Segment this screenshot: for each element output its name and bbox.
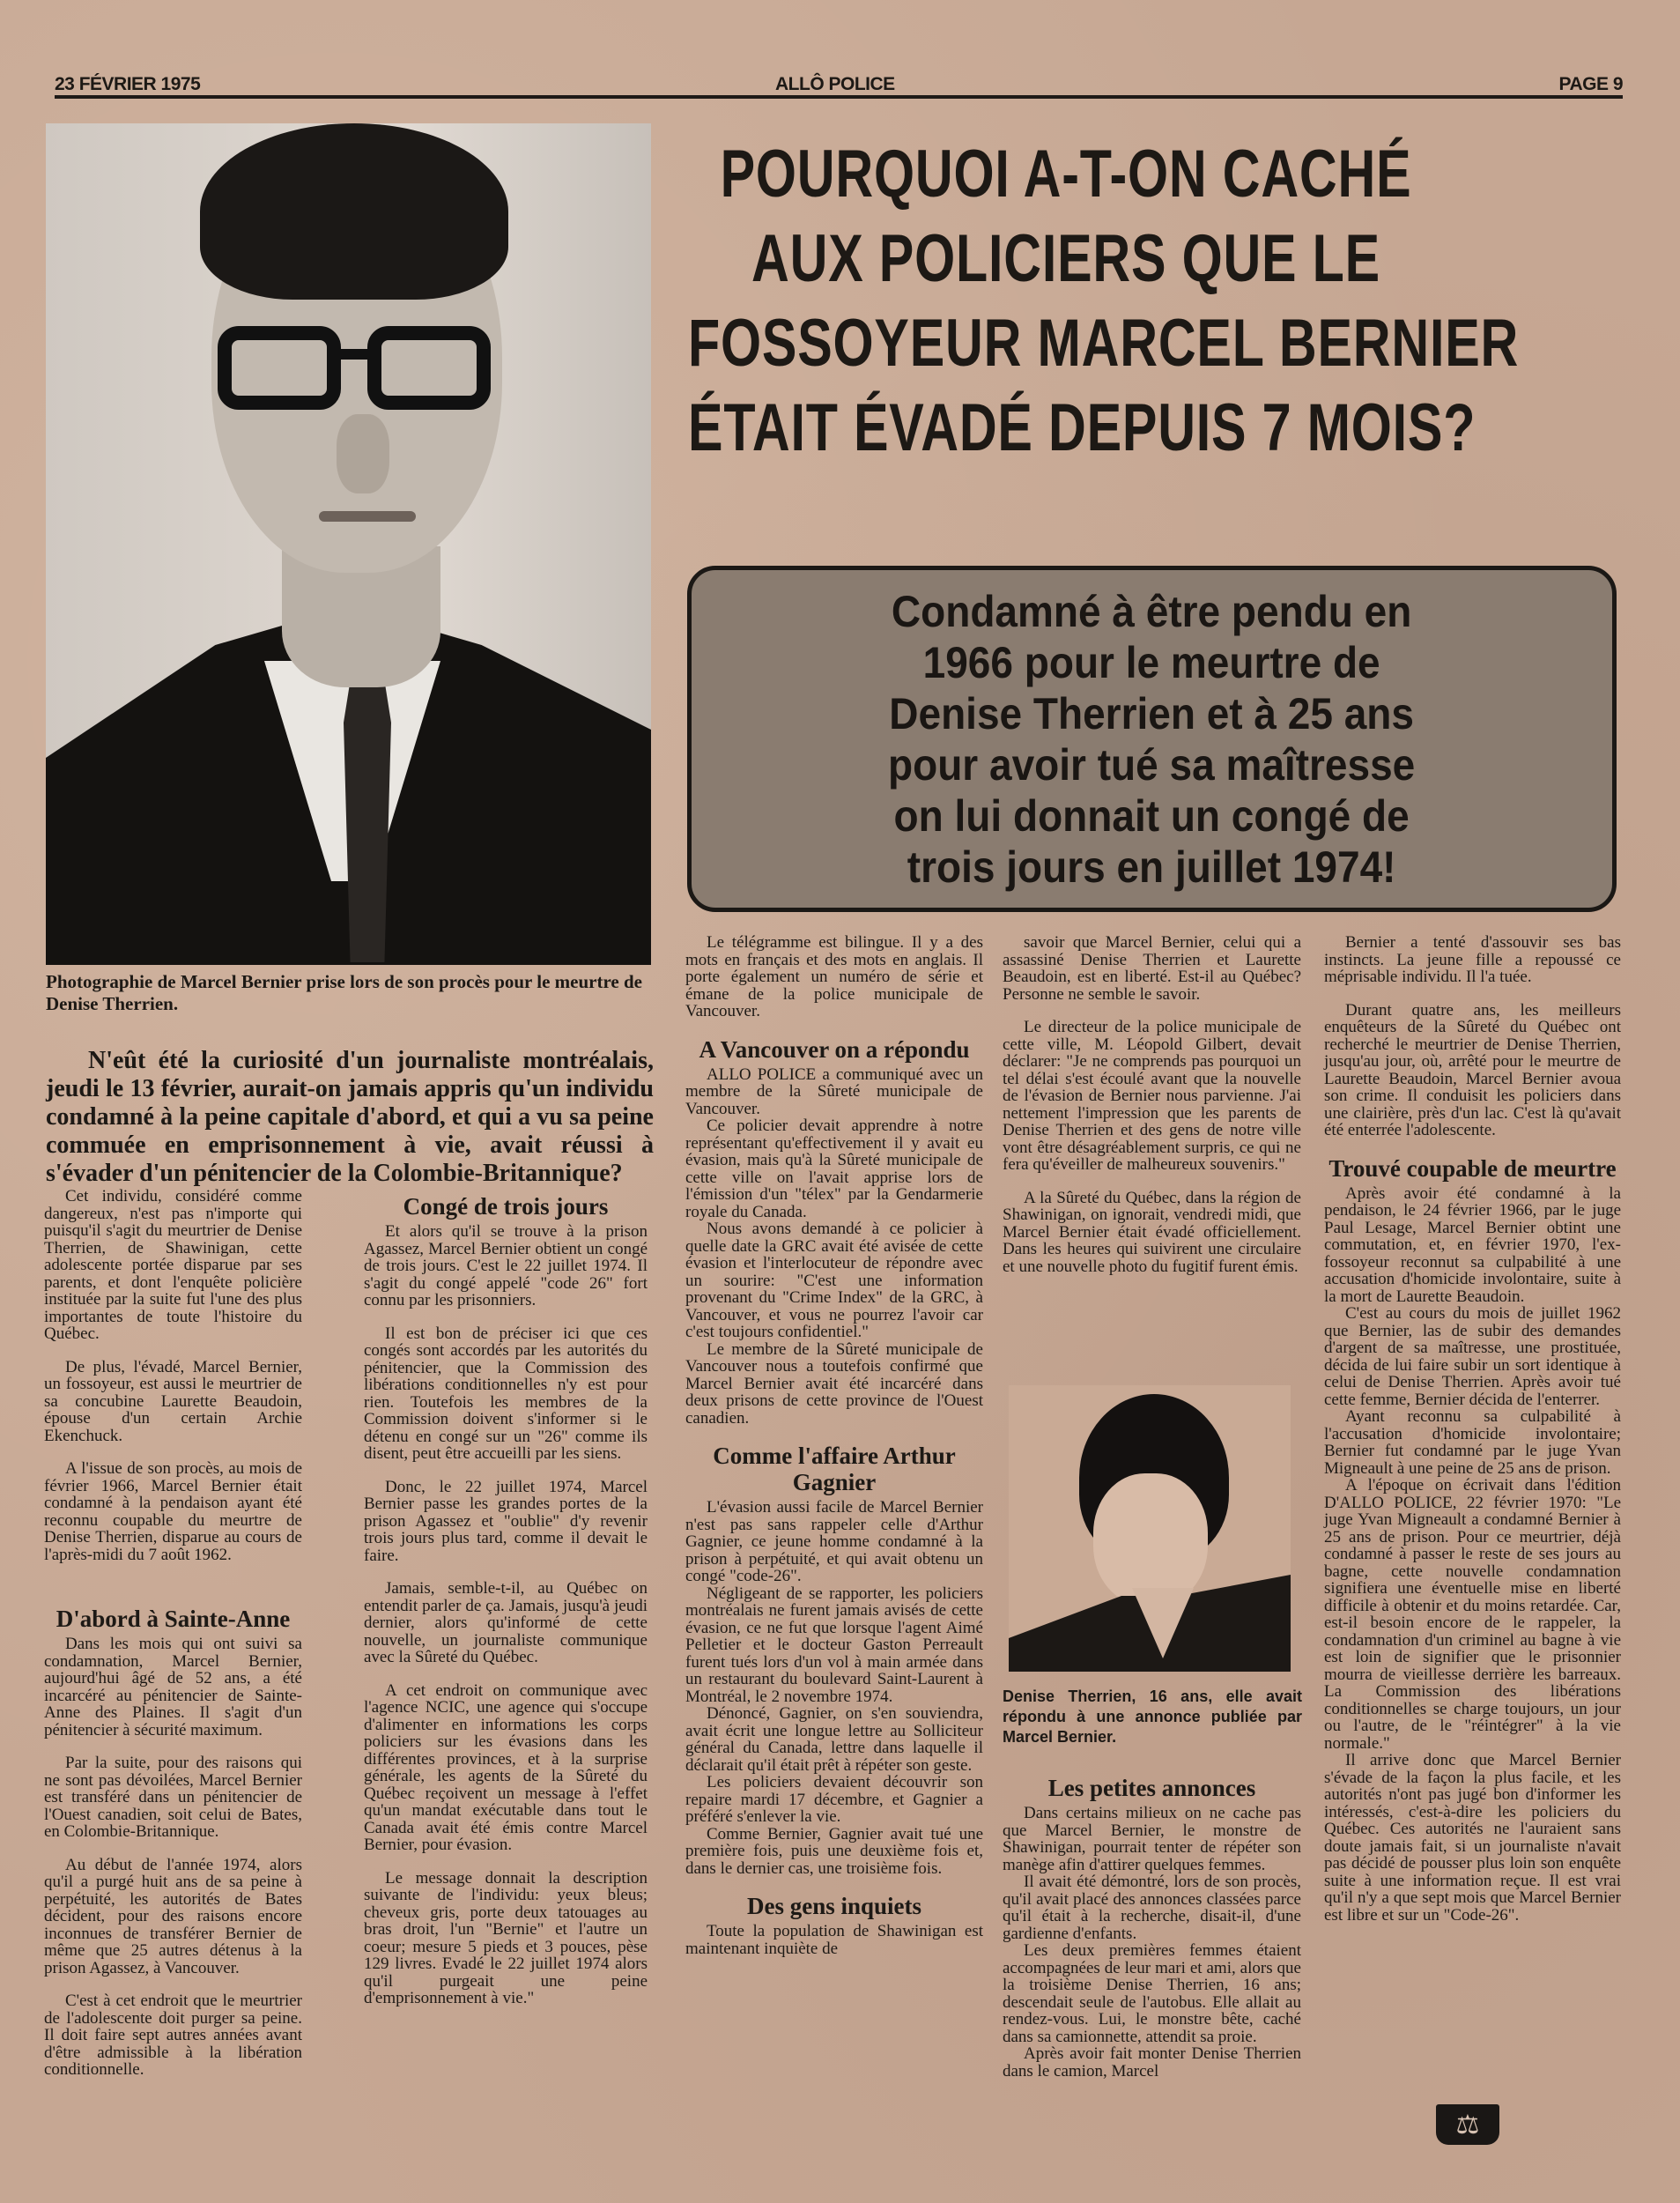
subhead: Les petites annonces bbox=[1047, 1775, 1256, 1801]
paragraph: Après avoir fait monter Denise Therrien dans le camion, Marcel bbox=[1003, 2044, 1301, 2081]
issue-date: 23 FÉVRIER 1975 bbox=[55, 74, 201, 94]
headline-line: ÉTAIT ÉVADÉ DEPUIS 7 MOIS? bbox=[688, 390, 1476, 465]
column-4 bbox=[1003, 934, 1301, 1291]
paragraph: Le télégramme est bilingue. Il y a des mots en français et des mots en anglais. Il porte également un numéro de série et émane de la police municipale de Vancouver. bbox=[685, 933, 983, 1020]
deck-box bbox=[687, 566, 1617, 912]
paragraph: Le directeur de la police municipale de cette ville, M. Léopold Gilbert, devait déclarer: "Je ne comprends pas pourquoi un tel délai s'est écoulé avant que la nouvelle de l'évasion de Bernier nous parvienne. J'ai nettement l'impression que les parents de Denise Therrien et des gens de notre ville vont être désagréablement surpris, ce qui ne fera qu'éveiller de malheureux souvenirs." bbox=[1003, 1018, 1301, 1174]
paragraph: Ayant reconnu sa culpabilité à l'accusation d'homicide involontaire; Bernier fut condamné par le juge Yvan Migneault à une peine de 25 ans de prison. bbox=[1324, 1407, 1621, 1478]
deck-line: Denise Therrien et à 25 ans bbox=[889, 688, 1415, 738]
column-5 bbox=[1324, 934, 1621, 1924]
subhead: Congé de trois jours bbox=[403, 1193, 609, 1220]
paragraph: Nous avons demandé à ce policier à quelle date la GRC avait été avisée de cette évasion et l'interlocuteur de répondre avec un sourire: "C'est une information provenant du "Crime Index" de la GRC, à Vancouver, et vous ne pourrez l'avoir car c'est toujours confidentiel." bbox=[685, 1220, 983, 1341]
subhead: D'abord à Sainte-Anne bbox=[56, 1606, 291, 1632]
paragraph: savoir que Marcel Bernier, celui qui a assassiné Denise Therrien et Laurette Beaudoin, est en liberté. Est-il au Québec? Personne ne semble le savoir. bbox=[1003, 933, 1301, 1004]
paragraph: Le message donnait la description suivante de l'individu: yeux bleus; cheveux gris, porte deux tatouages au bras droit, l'un "Bernie" et l'autre un coeur; mesure 5 pieds et 3 pouces, pèse 129 livres. Evadé le 22 juillet 1974 alors qu'il purgeait une peine d'emprisonnement à vie." bbox=[364, 1868, 648, 2007]
paragraph: C'est à cet endroit que le meurtrier de l'adolescente doit purger sa peine. Il doit faire sept autres années avant d'être admissible à la libération conditionnelle. bbox=[44, 1992, 302, 2079]
paragraph: Dans certains milieux on ne cache pas que Marcel Bernier, le monstre de Shawinigan, pourrait tenter de répéter son manège afin d'attirer quelques femmes. bbox=[1003, 1804, 1301, 1874]
photo-denise-therrien bbox=[1009, 1385, 1291, 1672]
publication-name: ALLÔ POLICE bbox=[775, 74, 895, 94]
headline-line: FOSSOYEUR MARCEL BERNIER bbox=[688, 306, 1520, 381]
photo-caption-therrien: Denise Therrien, 16 ans, elle avait répondu à une annonce publiée par Marcel Bernier. bbox=[1003, 1687, 1302, 1746]
paragraph: Il arrive donc que Marcel Bernier s'évade de la façon la plus facile, et les autorités n'ont pas jugé bon d'informer les intéressés, c'est-à-dire les policiers du Québec. Ces autorités ne l'auraient sans doute jamais fait, si un journaliste n'avait pas décidé de pousser plus loin son enquête suite à une information reçue. Il est vrai qu'il n'y a que sept mois que Marcel Bernier est libre et sur un "Code-26". bbox=[1324, 1751, 1621, 1925]
paragraph: De plus, l'évadé, Marcel Bernier, un fossoyeur, est aussi le meurtrier de sa concubine Laurette Beaudoin, épouse d'un certain Archie Ekenchuck. bbox=[44, 1357, 302, 1445]
paragraph: Négligeant de se rapporter, les policiers montréalais ne furent jamais avisés de cette évasion, ce ne fut que lorsque l'agent Aimé Pelletier et le docteur Gaston Perreault furent tués lors d'un vol à main armée dans un restaurant du boulevard Saint-Laurent à Montréal, le 2 novembre 1974. bbox=[685, 1584, 983, 1706]
subhead: Comme l'affaire Arthur Gagnier bbox=[713, 1443, 956, 1495]
paragraph: L'évasion aussi facile de Marcel Bernier n'est pas sans rappeler celle d'Arthur Gagnier, ce jeune homme condamné à la prison à perpétuité, et qui avait obtenu un congé "code-26". bbox=[685, 1498, 983, 1585]
masthead bbox=[55, 72, 1623, 99]
glasses-icon bbox=[218, 326, 500, 414]
paragraph: A l'époque on écrivait dans l'édition D'ALLO POLICE, 22 février 1970: "Le juge Yvan Migneault a condamné Bernier à 25 ans de prison. Pour ce meurtrier, déjà condamné à passer le reste de ses jours au bagne, cette nouvelle condamnation signifiera une éventuelle mise en liberté difficile à obtenir et du moins retardée. Car, est-il besoin encore de le rappeler, la condamnation d'un criminel au bagne à vie est loin de signifier que le prisonnier mourra de vieillesse derrière les barreaux. La Commission des libérations conditionnelles se charge toujours, un jour ou l'autre, de le "réintégrer" à la vie normale." bbox=[1324, 1476, 1621, 1753]
paragraph: Au début de l'année 1974, alors qu'il a purgé huit ans de sa peine à perpétuité, les autorités de Bates décident, pour des raisons encore inconnues de transférer Bernier de même que 25 autres détenus à la prison Agassez, à Vancouver. bbox=[44, 1855, 302, 1977]
paragraph: A cet endroit on communique avec l'agence NCIC, une agence qui s'occupe d'alimenter en informations les corps policiers sur les évasions dans les différentes provinces, et à la surprise générale, les agents de la Sûreté du Québec reçoivent un message à l'effet qu'un mandat exécutable dans tout le Canada avait été émis contre Marcel Bernier, pour évasion. bbox=[364, 1680, 648, 1854]
column-1 bbox=[44, 1188, 302, 2095]
paragraph: ALLO POLICE a communiqué avec un membre de la Sûreté municipale de Vancouver. bbox=[685, 1064, 983, 1118]
paragraph: Il est bon de préciser ici que ces congés sont accordés par les autorités du pénitencier, que la Commission des libérations conditionnelles n'y est pour rien. Toutefois les membres de la Commission doivent s'informer si le détenu en congé sur un "26" comme ils disent, peut être accueilli par les siens. bbox=[364, 1324, 648, 1463]
paragraph: C'est au cours du mois de juillet 1962 que Bernier, las de subir des demandes d'argent de sa maîtresse, une prostituée, décida de lui faire subir un sort identique à celui de Denise Therrien. Après avoir tué cette femme, Bernier décida de l'enterrer. bbox=[1324, 1304, 1621, 1409]
paragraph: Après avoir été condamné à la pendaison, le 24 février 1966, par le juge Paul Lesage, Marcel Bernier obtint une commutation, et, en février 1970, l'ex-fossoyeur reconnut sa culpabilité à une accusation d'homicide involontaire, suite à la mort de Laurette Beaudoin. bbox=[1324, 1183, 1621, 1306]
scales-glyph: ⚖ bbox=[1455, 2110, 1480, 2140]
subhead: Des gens inquiets bbox=[746, 1893, 922, 1919]
headline-line: POURQUOI A-T-ON CACHÉ bbox=[720, 137, 1412, 211]
subhead: Trouvé coupable de meurtre bbox=[1328, 1154, 1617, 1182]
paragraph: Cet individu, considéré comme dangereux, n'est pas n'importe qui puisqu'il s'agit du meurtrier de Denise Therrien, de Shawinigan, cette adolescente portée disparue par ses parents, et dont l'enquête policière instituée par la suite fut l'une des plus importantes de toute l'histoire du Québec. bbox=[44, 1187, 302, 1343]
deck-line: pour avoir tué sa maîtresse bbox=[888, 739, 1416, 790]
paragraph: Les policiers devaient découvrir son repaire mardi 17 décembre, et Gagnier a préféré s'enlever la vie. bbox=[685, 1773, 983, 1826]
paragraph: Ce policier devait apprendre à notre représentant qu'effectivement il y avait eu évasion, mais qu'à la Sûreté municipale de cette ville on l'avait apprise lors de l'émission d'un "télex" par la Gendarmerie royale du Canada. bbox=[685, 1116, 983, 1221]
paragraph: Jamais, semble-t-il, au Québec on entendit parler de ça. Jamais, jusqu'à jeudi dernier, alors qu'informé de cette nouvelle, un journaliste communique avec la Sûreté du Québec. bbox=[364, 1579, 648, 1666]
deck-line: on lui donnait un congé de bbox=[893, 790, 1410, 841]
paragraph: A l'issue de son procès, au mois de février 1966, Marcel Bernier était condamné à la pendaison ayant été reconnu coupable du meurtre de Denise Therrien, disparue au cours de l'après-midi du 7 août 1962. bbox=[44, 1459, 302, 1564]
paragraph: Durant quatre ans, les meilleurs enquêteurs de la Sûreté du Québec ont recherché le meurtrier de Denise Therrien, jusqu'au jour, où, arrêté pour le meurtre de Laurette Beaudoin, Marcel Bernier avoua son crime. Il conduisit les policiers dans une clairière, près d'un lac. C'est là qu'avait été enterrée l'adolescente. bbox=[1324, 1000, 1621, 1139]
subhead: A Vancouver on a répondu bbox=[699, 1035, 970, 1063]
deck-line: Condamné à être pendu en bbox=[892, 586, 1412, 636]
paragraph: A la Sûreté du Québec, dans la région de Shawinigan, on ignorait, vendredi midi, que Marcel Bernier était évadé officiellement. Dans les heures qui suivirent une circulaire et une nouvelle photo du fugitif furent émis. bbox=[1003, 1188, 1301, 1276]
paragraph: Et alors qu'il se trouve à la prison Agassez, Marcel Bernier obtient un congé de trois jours. C'est le 22 juillet 1974. Il s'agit du congé appelé "code 26" fort connu par les prisonniers. bbox=[364, 1222, 648, 1309]
paragraph: Il avait été démontré, lors de son procès, qu'il avait placé des annonces classées parce qu'il était à la recherche, disait-il, d'une gardienne d'enfants. bbox=[1003, 1873, 1301, 1943]
column-3 bbox=[685, 934, 983, 1973]
deck-line: trois jours en juillet 1974! bbox=[907, 842, 1396, 892]
lede-paragraph: N'eût été la curiosité d'un journaliste montréalais, jeudi le 13 février, aurait-on jamais appris qu'un individu condamné à la peine capitale d'abord, et qui a vu sa peine commuée en emprisonnement à vie, avait réussi à s'évader d'un pénitencier de la Colombie-Britannique? bbox=[46, 1047, 654, 1187]
photo-marcel-bernier bbox=[46, 123, 651, 965]
paragraph: Le membre de la Sûreté municipale de Vancouver nous a toutefois confirmé que Marcel Bernier avait été incarcéré dans deux prisons de cette province de l'Ouest canadien. bbox=[685, 1339, 983, 1428]
main-headline bbox=[688, 132, 1520, 471]
page-number: PAGE 9 bbox=[1558, 74, 1623, 94]
column-2 bbox=[364, 1190, 648, 2023]
deck-line: 1966 pour le meurtre de bbox=[923, 637, 1380, 687]
paragraph: Dans les mois qui ont suivi sa condamnation, Marcel Bernier, aujourd'hui âgé de 52 ans, a été incarcéré au pénitencier de Sainte-Anne des Plaines. Il s'agit d'un pénitencier à sécurité maximum. bbox=[44, 1635, 302, 1739]
headline-line: AUX POLICIERS QUE LE bbox=[751, 221, 1380, 296]
paragraph: Les deux premières femmes étaient accompagnées de leur mari et ami, alors que la troisième Denise Therrien, 16 ans; descendait seule de l'autobus. Elle allait au rendez-vous. Lui, le monstre bête, caché dans sa camionnette, attendit sa proie. bbox=[1003, 1941, 1301, 2046]
paragraph: Donc, le 22 juillet 1974, Marcel Bernier passe les grandes portes de la prison Agassez et "oublie" d'y revenir trois jours plus tard, comme il devait le faire. bbox=[364, 1477, 648, 1565]
paragraph: Dénoncé, Gagnier, on s'en souviendra, avait écrit une longue lettre au Solliciteur général du Canada, lettre dans laquelle il déclarait qu'il était prêt à répéter son geste. bbox=[685, 1704, 983, 1775]
scales-of-justice-icon bbox=[1436, 2104, 1499, 2145]
paragraph: Comme Bernier, Gagnier avait tué une première fois, puis une deuxième fois et, dans le dernier cas, une troisième fois. bbox=[685, 1824, 983, 1878]
paragraph: Toute la population de Shawinigan est maintenant inquiète de bbox=[685, 1922, 983, 1958]
column-4-lower bbox=[1003, 1771, 1301, 2080]
paragraph: Bernier a tenté d'assouvir ses bas instincts. La jeune fille a repoussé ce méprisable individu. Il l'a tuée. bbox=[1324, 933, 1621, 986]
photo-caption-bernier: Photographie de Marcel Bernier prise lors de son procès pour le meurtre de Denise Therrien. bbox=[46, 971, 642, 1014]
paragraph: Par la suite, pour des raisons qui ne sont pas dévoilées, Marcel Bernier est transféré dans un pénitencier de l'Ouest canadien, soit celui de Bates, en Colombie-Britannique. bbox=[44, 1754, 302, 1841]
